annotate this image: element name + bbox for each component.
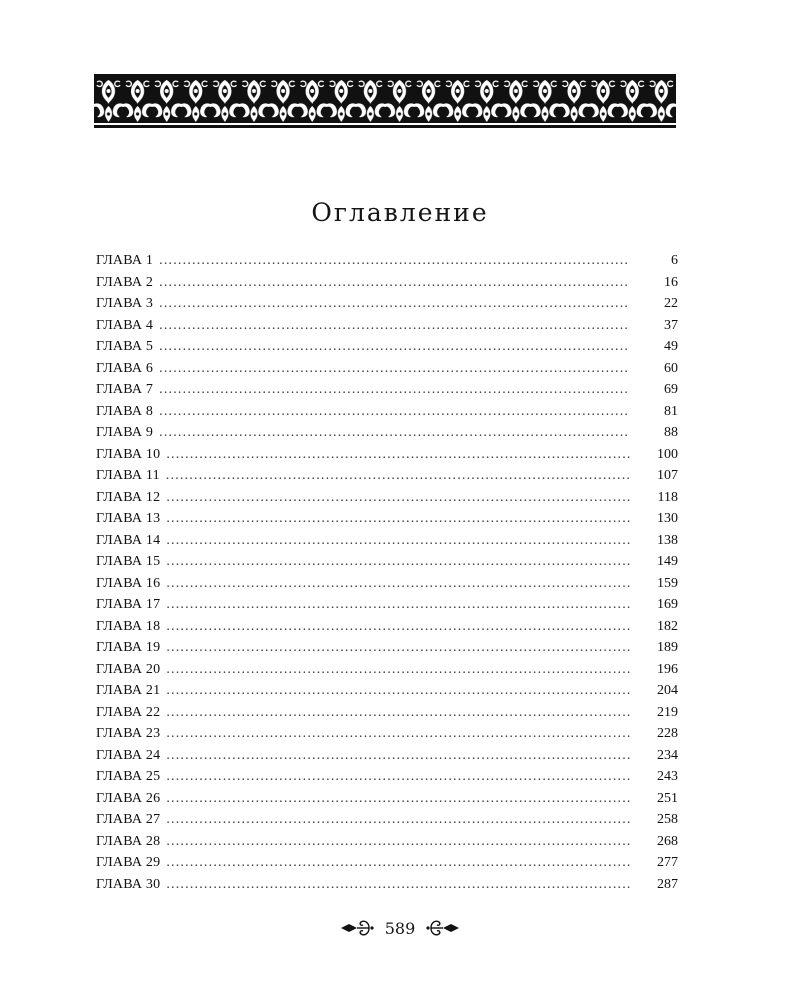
toc-entry-page: 69 (664, 382, 678, 397)
toc-entry-label: ГЛАВА 10 (96, 446, 161, 462)
toc-entry[interactable] (96, 358, 678, 380)
toc-entry-page: 268 (657, 833, 678, 849)
toc-entry-label: ГЛАВА 2 (96, 274, 154, 290)
toc-entry[interactable] (96, 594, 678, 616)
toc-entry[interactable] (96, 766, 678, 788)
toc-entry-page: 182 (657, 618, 678, 634)
toc-entry-page: 169 (657, 597, 678, 612)
toc-entry-label: ГЛАВА 23 (96, 726, 161, 741)
toc-entry[interactable] (96, 272, 678, 294)
toc-entry[interactable] (96, 573, 678, 595)
toc-entry-label: ГЛАВА 3 (96, 296, 154, 311)
toc-entry[interactable] (96, 250, 678, 272)
toc-entry[interactable] (96, 702, 678, 724)
toc-entry-page: 228 (657, 726, 678, 741)
dot-leader (159, 272, 630, 294)
toc-entry-page: 107 (657, 468, 678, 483)
dot-leader (166, 616, 630, 638)
page-title: Оглавление (311, 198, 489, 227)
toc-entry-label: ГЛАВА 27 (96, 812, 161, 827)
toc-entry-label: ГЛАВА 17 (96, 597, 161, 612)
dot-leader (159, 336, 630, 358)
toc-entry-label: ГЛАВА 11 (96, 468, 160, 483)
toc-entry[interactable] (96, 444, 678, 466)
page-footer (0, 914, 800, 942)
toc-entry-page: 251 (657, 790, 678, 806)
ornamental-border-icon (94, 74, 676, 128)
toc-entry-page: 243 (657, 769, 678, 784)
toc-entry-page: 6 (671, 253, 678, 268)
toc-entry-label: ГЛАВА 22 (96, 704, 161, 720)
toc-entry-page: 88 (664, 425, 678, 440)
toc-entry[interactable] (96, 874, 678, 896)
table-of-contents (96, 250, 678, 895)
toc-entry-page: 189 (657, 640, 678, 655)
dot-leader (159, 358, 630, 380)
toc-entry-page: 81 (664, 403, 678, 419)
toc-entry-page: 138 (657, 532, 678, 548)
dot-leader (166, 465, 630, 487)
toc-entry[interactable] (96, 809, 678, 831)
toc-entry[interactable] (96, 616, 678, 638)
toc-entry-page: 60 (664, 360, 678, 376)
toc-entry-label: ГЛАВА 8 (96, 403, 154, 419)
toc-entry[interactable] (96, 852, 678, 874)
toc-entry-label: ГЛАВА 4 (96, 317, 154, 333)
toc-entry-page: 16 (664, 274, 678, 290)
dot-leader (166, 594, 630, 616)
toc-entry-page: 204 (657, 683, 678, 698)
toc-entry[interactable] (96, 831, 678, 853)
toc-entry[interactable] (96, 508, 678, 530)
toc-entry-page: 49 (664, 339, 678, 354)
toc-entry-label: ГЛАВА 25 (96, 769, 161, 784)
dot-leader (166, 809, 630, 831)
flourish-left-icon (339, 917, 375, 939)
dot-leader (166, 723, 630, 745)
dot-leader (166, 637, 630, 659)
page-number: 589 (384, 918, 416, 938)
dot-leader (166, 444, 630, 466)
toc-entry-label: ГЛАВА 6 (96, 360, 154, 376)
toc-entry[interactable] (96, 487, 678, 509)
toc-entry-label: ГЛАВА 13 (96, 511, 161, 526)
toc-entry[interactable] (96, 659, 678, 681)
dot-leader (166, 766, 630, 788)
toc-entry-label: ГЛАВА 18 (96, 618, 161, 634)
toc-entry[interactable] (96, 788, 678, 810)
toc-entry-label: ГЛАВА 26 (96, 790, 161, 806)
toc-entry-label: ГЛАВА 19 (96, 640, 161, 655)
dot-leader (159, 379, 630, 401)
toc-entry-page: 130 (657, 511, 678, 526)
toc-entry[interactable] (96, 723, 678, 745)
dot-leader (166, 487, 630, 509)
toc-entry-label: ГЛАВА 28 (96, 833, 161, 849)
dot-leader (166, 551, 630, 573)
toc-entry[interactable] (96, 680, 678, 702)
toc-entry-label: ГЛАВА 14 (96, 532, 161, 548)
dot-leader (166, 788, 630, 810)
dot-leader (166, 659, 630, 681)
toc-entry-label: ГЛАВА 30 (96, 876, 161, 892)
toc-entry-page: 234 (657, 747, 678, 763)
dot-leader (166, 745, 630, 767)
toc-entry-label: ГЛАВА 15 (96, 554, 161, 569)
dot-leader (166, 874, 630, 896)
toc-entry-page: 118 (657, 489, 678, 505)
dot-leader (166, 831, 630, 853)
toc-entry-page: 219 (657, 704, 678, 720)
toc-entry[interactable] (96, 422, 678, 444)
toc-entry-label: ГЛАВА 1 (96, 253, 154, 268)
toc-entry-label: ГЛАВА 12 (96, 489, 161, 505)
toc-entry-page: 258 (657, 812, 678, 827)
toc-entry[interactable] (96, 745, 678, 767)
toc-entry[interactable] (96, 637, 678, 659)
toc-entry-page: 22 (664, 296, 678, 311)
dot-leader (159, 315, 630, 337)
dot-leader (166, 530, 630, 552)
toc-entry-label: ГЛАВА 24 (96, 747, 161, 763)
dot-leader (166, 573, 630, 595)
dot-leader (166, 508, 630, 530)
toc-entry-label: ГЛАВА 20 (96, 661, 161, 677)
toc-entry[interactable] (96, 465, 678, 487)
toc-entry[interactable] (96, 336, 678, 358)
dot-leader (166, 852, 630, 874)
toc-entry-page: 100 (657, 446, 678, 462)
toc-entry[interactable] (96, 551, 678, 573)
toc-entry-page: 37 (664, 317, 678, 333)
dot-leader (166, 680, 630, 702)
flourish-right-icon (425, 917, 461, 939)
dot-leader (159, 293, 630, 315)
toc-entry-label: ГЛАВА 5 (96, 339, 154, 354)
dot-leader (159, 422, 630, 444)
dot-leader (166, 702, 630, 724)
toc-entry-page: 196 (657, 661, 678, 677)
toc-entry-page: 287 (657, 876, 678, 892)
toc-entry-page: 149 (657, 554, 678, 569)
toc-entry[interactable] (96, 315, 678, 337)
toc-entry-label: ГЛАВА 16 (96, 575, 161, 591)
toc-entry-label: ГЛАВА 7 (96, 382, 154, 397)
toc-entry[interactable] (96, 293, 678, 315)
toc-entry-label: ГЛАВА 9 (96, 425, 154, 440)
toc-entry[interactable] (96, 530, 678, 552)
toc-entry[interactable] (96, 401, 678, 423)
toc-entry-page: 277 (657, 855, 678, 870)
toc-entry-page: 159 (657, 575, 678, 591)
toc-entry-label: ГЛАВА 29 (96, 855, 161, 870)
dot-leader (159, 401, 630, 423)
dot-leader (159, 250, 630, 272)
toc-entry[interactable] (96, 379, 678, 401)
toc-entry-label: ГЛАВА 21 (96, 683, 161, 698)
